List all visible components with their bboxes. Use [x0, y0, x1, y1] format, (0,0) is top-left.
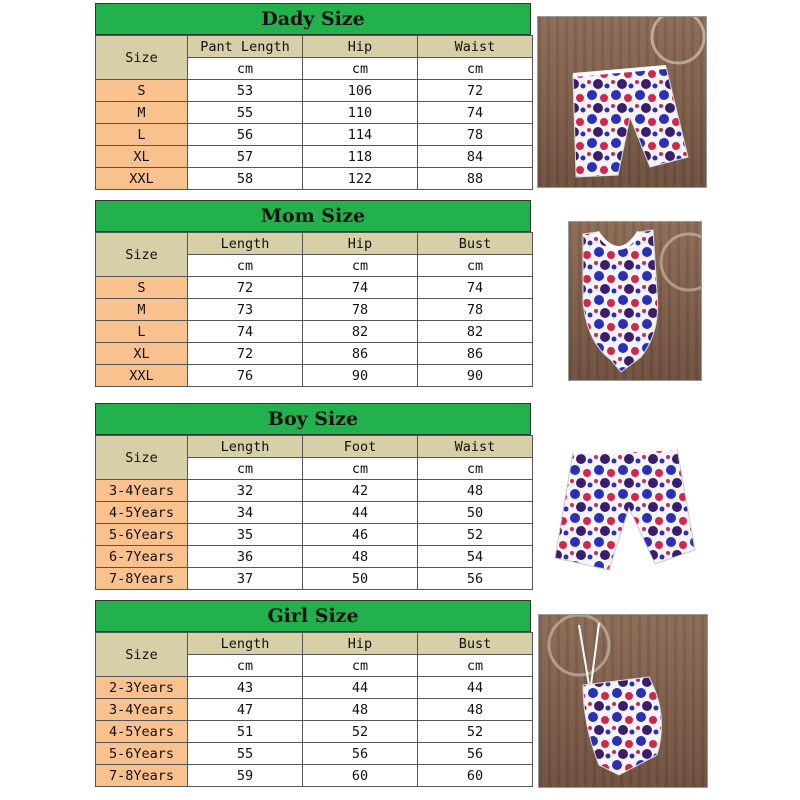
column-header: Length [188, 436, 303, 458]
table-row [96, 146, 533, 168]
table-row [96, 321, 533, 343]
table-row [96, 677, 533, 699]
table-row [96, 277, 533, 299]
column-header: Bust [418, 233, 533, 255]
section-title: Mom Size [95, 200, 531, 232]
table-cell: 106 [303, 80, 418, 102]
table-cell: 44 [418, 677, 533, 699]
table-cell: 52 [303, 721, 418, 743]
size-label: XXL [96, 365, 188, 387]
column-header: Bust [418, 633, 533, 655]
size-label: L [96, 321, 188, 343]
size-label: M [96, 299, 188, 321]
table-cell: 56 [418, 568, 533, 590]
size-table [95, 232, 533, 387]
table-cell: 90 [303, 365, 418, 387]
table-cell: 48 [418, 480, 533, 502]
size-label: 6-7Years [96, 546, 188, 568]
size-label: XL [96, 146, 188, 168]
table-cell: 78 [303, 299, 418, 321]
section-title: Boy Size [95, 403, 531, 435]
table-cell: 72 [418, 80, 533, 102]
unit-cell: cm [418, 58, 533, 80]
table-row [96, 721, 533, 743]
table-row [96, 699, 533, 721]
table-cell: 76 [188, 365, 303, 387]
size-label: 4-5Years [96, 502, 188, 524]
unit-cell: cm [303, 255, 418, 277]
boy-shorts-image [545, 440, 705, 575]
table-cell: 114 [303, 124, 418, 146]
size-label: 5-6Years [96, 743, 188, 765]
table-cell: 42 [303, 480, 418, 502]
table-cell: 72 [188, 277, 303, 299]
table-cell: 34 [188, 502, 303, 524]
column-header: Length [188, 233, 303, 255]
table-cell: 88 [418, 168, 533, 190]
boy-size-section [95, 403, 531, 590]
table-row [96, 546, 533, 568]
girl-swimsuit-photo [538, 614, 708, 788]
table-cell: 118 [303, 146, 418, 168]
table-row [96, 568, 533, 590]
table-cell: 51 [188, 721, 303, 743]
size-column-header: Size [96, 36, 188, 80]
table-cell: 43 [188, 677, 303, 699]
table-cell: 74 [303, 277, 418, 299]
size-table [95, 632, 533, 787]
table-row [96, 168, 533, 190]
unit-cell: cm [418, 655, 533, 677]
size-label: S [96, 80, 188, 102]
column-header: Hip [303, 233, 418, 255]
column-header: Waist [418, 436, 533, 458]
section-title: Dady Size [95, 3, 531, 35]
table-row [96, 299, 533, 321]
size-label: 4-5Years [96, 721, 188, 743]
table-cell: 90 [418, 365, 533, 387]
table-cell: 48 [303, 546, 418, 568]
mom-size-section [95, 200, 531, 387]
table-cell: 73 [188, 299, 303, 321]
table-cell: 82 [418, 321, 533, 343]
column-header: Hip [303, 36, 418, 58]
table-cell: 36 [188, 546, 303, 568]
unit-cell: cm [303, 655, 418, 677]
table-cell: 52 [418, 721, 533, 743]
dady-size-section [95, 3, 531, 190]
unit-cell: cm [188, 255, 303, 277]
column-header: Foot [303, 436, 418, 458]
table-cell: 57 [188, 146, 303, 168]
table-row [96, 480, 533, 502]
table-cell: 84 [418, 146, 533, 168]
boy-shorts-photo [545, 440, 705, 575]
size-table [95, 435, 533, 590]
table-cell: 74 [418, 102, 533, 124]
size-label: 3-4Years [96, 480, 188, 502]
mom-swimsuit-photo [568, 221, 702, 381]
dady-shorts-photo [537, 16, 707, 188]
unit-cell: cm [303, 458, 418, 480]
table-row [96, 343, 533, 365]
table-row [96, 524, 533, 546]
table-cell: 110 [303, 102, 418, 124]
size-label: L [96, 124, 188, 146]
column-header: Waist [418, 36, 533, 58]
size-table [95, 35, 533, 190]
size-column-header: Size [96, 633, 188, 677]
table-cell: 50 [418, 502, 533, 524]
size-column-header: Size [96, 436, 188, 480]
table-cell: 56 [303, 743, 418, 765]
table-row [96, 80, 533, 102]
table-cell: 60 [303, 765, 418, 787]
girl-size-section [95, 600, 531, 787]
unit-cell: cm [418, 458, 533, 480]
size-label: XXL [96, 168, 188, 190]
unit-cell: cm [188, 458, 303, 480]
table-row [96, 743, 533, 765]
mom-swimsuit-image [569, 222, 701, 380]
table-row [96, 502, 533, 524]
table-cell: 47 [188, 699, 303, 721]
table-cell: 82 [303, 321, 418, 343]
unit-cell: cm [188, 58, 303, 80]
table-row [96, 365, 533, 387]
size-label: S [96, 277, 188, 299]
table-cell: 56 [188, 124, 303, 146]
table-cell: 74 [418, 277, 533, 299]
table-cell: 46 [303, 524, 418, 546]
dady-shorts-image [538, 17, 706, 187]
table-cell: 86 [303, 343, 418, 365]
table-cell: 44 [303, 677, 418, 699]
column-header: Pant Length [188, 36, 303, 58]
column-header: Length [188, 633, 303, 655]
table-cell: 48 [303, 699, 418, 721]
table-row [96, 765, 533, 787]
table-cell: 54 [418, 546, 533, 568]
size-column-header: Size [96, 233, 188, 277]
table-cell: 59 [188, 765, 303, 787]
size-label: 3-4Years [96, 699, 188, 721]
table-cell: 78 [418, 124, 533, 146]
table-cell: 32 [188, 480, 303, 502]
unit-cell: cm [303, 58, 418, 80]
size-label: XL [96, 343, 188, 365]
table-row [96, 124, 533, 146]
section-title: Girl Size [95, 600, 531, 632]
table-cell: 37 [188, 568, 303, 590]
table-cell: 48 [418, 699, 533, 721]
size-label: M [96, 102, 188, 124]
table-cell: 78 [418, 299, 533, 321]
size-label: 5-6Years [96, 524, 188, 546]
table-cell: 44 [303, 502, 418, 524]
unit-cell: cm [418, 255, 533, 277]
size-label: 7-8Years [96, 568, 188, 590]
table-cell: 122 [303, 168, 418, 190]
girl-swimsuit-image [539, 615, 707, 787]
unit-cell: cm [188, 655, 303, 677]
size-label: 7-8Years [96, 765, 188, 787]
table-cell: 60 [418, 765, 533, 787]
table-cell: 52 [418, 524, 533, 546]
table-cell: 55 [188, 743, 303, 765]
table-cell: 53 [188, 80, 303, 102]
table-cell: 72 [188, 343, 303, 365]
table-cell: 86 [418, 343, 533, 365]
table-cell: 35 [188, 524, 303, 546]
table-row [96, 102, 533, 124]
table-cell: 55 [188, 102, 303, 124]
column-header: Hip [303, 633, 418, 655]
size-label: 2-3Years [96, 677, 188, 699]
table-cell: 58 [188, 168, 303, 190]
table-cell: 74 [188, 321, 303, 343]
table-cell: 50 [303, 568, 418, 590]
table-cell: 56 [418, 743, 533, 765]
